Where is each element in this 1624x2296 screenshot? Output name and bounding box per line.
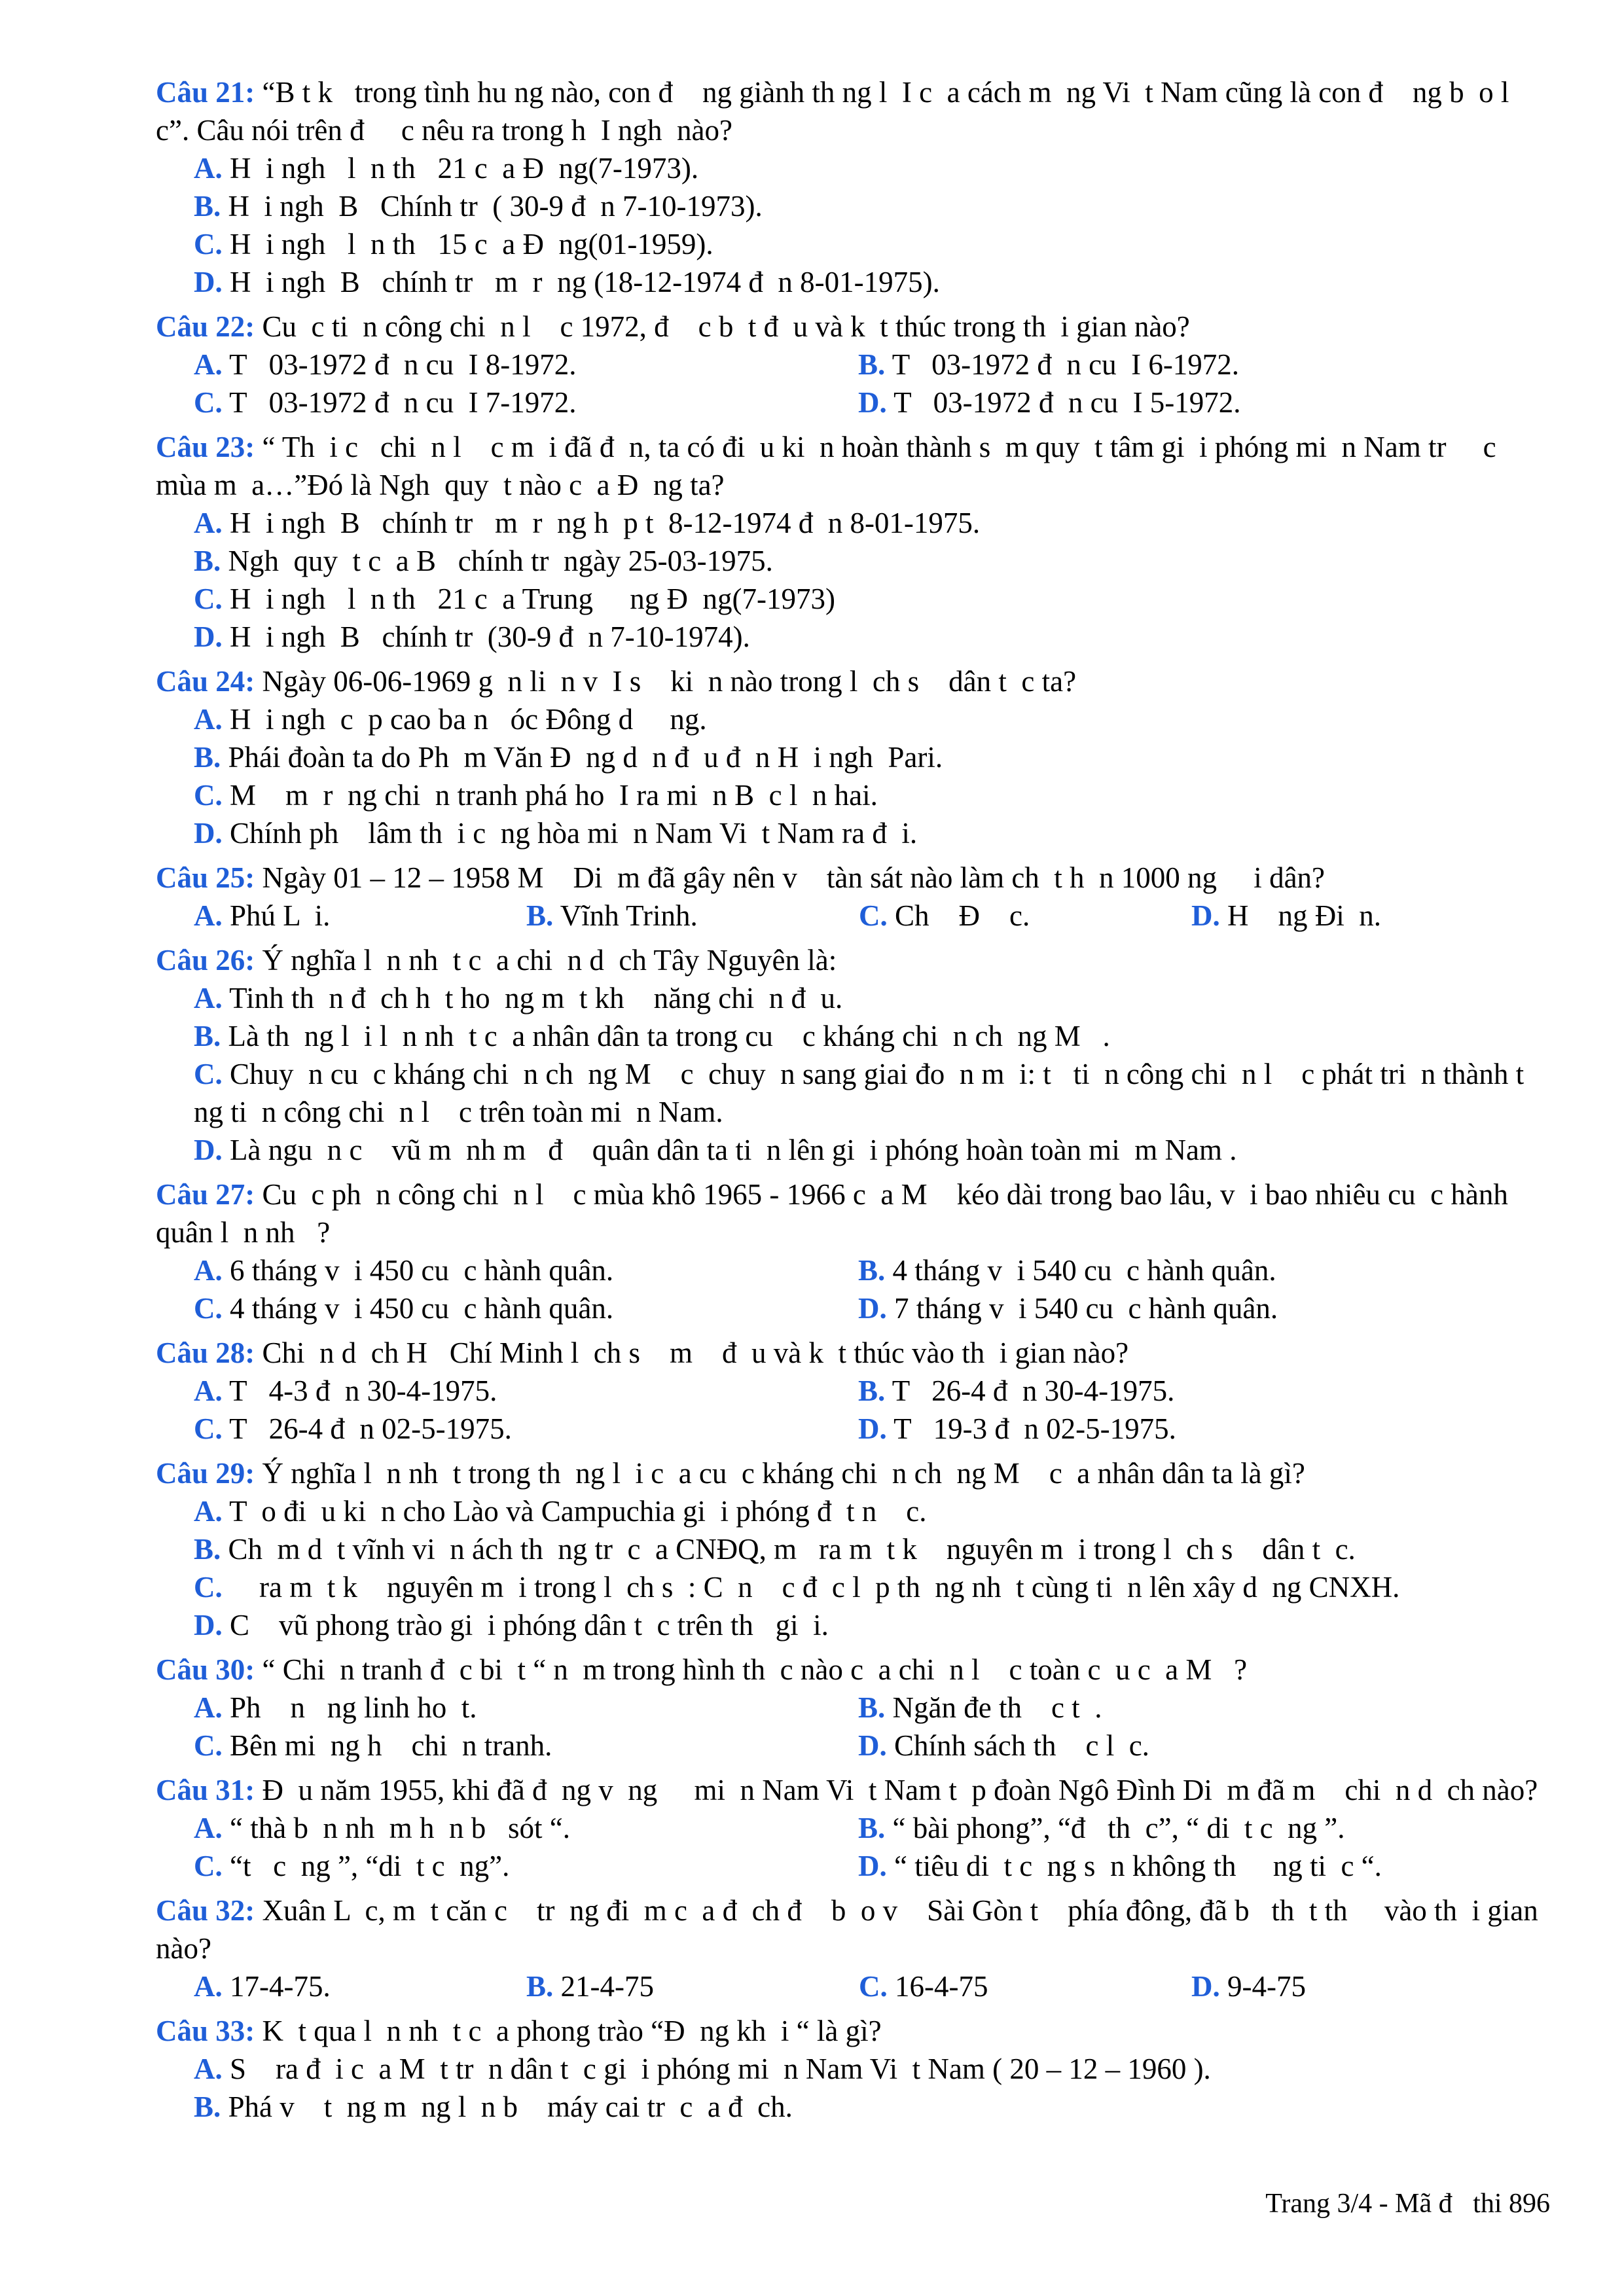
- answer-options: [156, 1372, 1549, 1448]
- option-text: 4 tháng v i 540 cu c hành quân.: [885, 1254, 1276, 1287]
- answer-option[interactable]: [858, 1251, 1549, 1289]
- question-text: Cu c ti n công chi n l c 1972, đ c b t đ u và k t thúc trong th i gian nào?: [255, 310, 1190, 343]
- option-letter: D.: [858, 1292, 887, 1325]
- option-text: H i ngh l n th 21 c a Trung ng Đ ng(7-1973): [222, 583, 835, 615]
- question-text: Xuân L c, m t căn c tr ng đi m c a đ ch đ b o v Sài Gòn t phía đông, đã b th t th vào th i gian nào?: [156, 1894, 1546, 1965]
- option-letter: D.: [858, 386, 887, 419]
- answer-option[interactable]: [858, 346, 1549, 384]
- answer-option[interactable]: [194, 700, 1549, 738]
- option-text: H i ngh B chính tr (30-9 đ n 7-10-1974).: [222, 620, 750, 653]
- question-number: Câu 23:: [156, 431, 255, 463]
- question-block: [156, 1454, 1549, 1644]
- option-text: S ra đ i c a M t tr n dân t c gi i phóng mi n Nam Vi t Nam ( 20 – 12 – 1960 ).: [222, 2053, 1211, 2085]
- option-text: Ngăn đe th c t .: [885, 1691, 1102, 1724]
- option-text: “ thà b n nh m h n b sót “.: [222, 1812, 570, 1844]
- option-letter: B.: [526, 1970, 554, 2003]
- answer-options: [156, 504, 1549, 656]
- answer-option[interactable]: [194, 738, 1549, 776]
- option-text: Phá v t ng m ng l n b máy cai tr c a đ ch.: [221, 2090, 793, 2123]
- option-letter: A.: [194, 348, 223, 381]
- question-number: Câu 27:: [156, 1178, 255, 1211]
- question-number: Câu 32:: [156, 1894, 255, 1927]
- question-block: [156, 1175, 1549, 1327]
- question-stem: [156, 1334, 1549, 1372]
- option-text: T 03-1972 đ n cu I 8-1972.: [222, 348, 577, 381]
- option-letter: D.: [1191, 1970, 1220, 2003]
- option-letter: A.: [194, 703, 223, 736]
- answer-option[interactable]: [858, 1410, 1549, 1448]
- answer-option[interactable]: [526, 1967, 859, 2005]
- option-text: Phú L i.: [222, 899, 331, 932]
- option-text: H ng Đi n.: [1219, 899, 1381, 932]
- question-block: [156, 73, 1549, 301]
- answer-option[interactable]: [194, 618, 1549, 656]
- option-text: 9-4-75: [1219, 1970, 1306, 2003]
- answer-options: [156, 1251, 1549, 1327]
- option-letter: A.: [194, 1970, 223, 2003]
- option-letter: A.: [194, 507, 223, 539]
- question-block: [156, 1651, 1549, 1765]
- option-letter: C.: [194, 386, 223, 419]
- answer-option[interactable]: [194, 1530, 1549, 1568]
- option-letter: A.: [194, 152, 223, 185]
- option-letter: A.: [194, 2053, 223, 2085]
- question-block: [156, 1771, 1549, 1885]
- option-letter: B.: [858, 1812, 886, 1844]
- question-stem: [156, 2012, 1549, 2050]
- option-letter: D.: [194, 1609, 223, 1641]
- option-letter: D.: [858, 1850, 887, 1882]
- question-stem: [156, 941, 1549, 979]
- answer-option[interactable]: [194, 1967, 526, 2005]
- option-letter: D.: [1191, 899, 1220, 932]
- option-text: T 19-3 đ n 02-5-1975.: [886, 1412, 1176, 1445]
- option-letter: B.: [858, 1374, 886, 1407]
- answer-options: [156, 149, 1549, 301]
- answer-options: [156, 979, 1549, 1169]
- option-letter: D.: [858, 1729, 887, 1762]
- answer-option[interactable]: [194, 979, 1549, 1017]
- option-letter: A.: [194, 1374, 223, 1407]
- question-text: Ý nghĩa l n nh t trong th ng l i c a cu c kháng chi n ch ng M c a nhân dân ta là gì?: [255, 1457, 1305, 1490]
- answer-option[interactable]: [194, 776, 1549, 814]
- answer-option[interactable]: [858, 1727, 1549, 1765]
- question-block: [156, 859, 1549, 935]
- answer-option[interactable]: [194, 542, 1549, 580]
- answer-options: [156, 2050, 1549, 2126]
- question-text: Cu c ph n công chi n l c mùa khô 1965 - 1966 c a M kéo dài trong bao lâu, v i bao nhiêu cu c hành quân l n nh ?: [156, 1178, 1516, 1249]
- answer-options: [156, 700, 1549, 852]
- option-text: 17-4-75.: [222, 1970, 331, 2003]
- question-number: Câu 26:: [156, 944, 255, 977]
- answer-option[interactable]: [194, 1727, 858, 1765]
- answer-option[interactable]: [194, 1847, 858, 1885]
- option-letter: C.: [194, 1058, 223, 1090]
- question-text: Ngày 06-06-1969 g n li n v I s ki n nào trong l ch s dân t c ta?: [255, 665, 1077, 698]
- question-text: Ý nghĩa l n nh t c a chi n d ch Tây Nguyên là:: [255, 944, 837, 977]
- answer-option[interactable]: [858, 1289, 1549, 1327]
- option-letter: D.: [194, 266, 223, 298]
- option-letter: D.: [194, 620, 223, 653]
- question-text: “ Chi n tranh đ c bi t “ n m trong hình th c nào c a chi n l c toàn c u c a M ?: [255, 1653, 1248, 1686]
- question-number: Câu 30:: [156, 1653, 255, 1686]
- answer-option[interactable]: [194, 1131, 1549, 1169]
- answer-option[interactable]: [194, 1410, 858, 1448]
- answer-option[interactable]: [194, 1492, 1549, 1530]
- option-letter: A.: [194, 899, 223, 932]
- answer-option[interactable]: [194, 263, 1549, 301]
- question-text: “B t k trong tình hu ng nào, con đ ng giành th ng l I c a cách m ng Vi t Nam cũng là con đ ng b o l c”. Câu nói trên đ c nêu ra trong h I ngh nào?: [156, 76, 1524, 147]
- answer-option[interactable]: [194, 1606, 1549, 1644]
- option-letter: C.: [859, 899, 888, 932]
- option-text: 21-4-75: [553, 1970, 654, 2003]
- option-text: Tinh th n đ ch h t ho ng m t kh năng chi n đ u.: [222, 982, 843, 1014]
- option-letter: A.: [194, 1812, 223, 1844]
- answer-option[interactable]: [1191, 897, 1549, 935]
- answer-option[interactable]: [194, 814, 1549, 852]
- option-text: T 03-1972 đ n cu I 5-1972.: [886, 386, 1241, 419]
- option-letter: A.: [194, 1691, 223, 1724]
- option-text: 4 tháng v i 450 cu c hành quân.: [222, 1292, 614, 1325]
- option-letter: D.: [194, 1134, 223, 1166]
- answer-option[interactable]: [194, 1372, 858, 1410]
- option-text: Chính ph lâm th i c ng hòa mi n Nam Vi t Nam ra đ i.: [222, 817, 918, 850]
- answer-option[interactable]: [194, 1251, 858, 1289]
- option-text: H i ngh l n th 21 c a Đ ng(7-1973).: [222, 152, 699, 185]
- answer-option[interactable]: [194, 1055, 1549, 1131]
- option-text: Chuy n cu c kháng chi n ch ng M c chuy n sang giai đo n m i: t ti n công chi n l c phát tri n thành t ng ti n công chi n l c trên toàn mi n Nam.: [194, 1058, 1539, 1128]
- answer-option[interactable]: [859, 897, 1191, 935]
- answer-option[interactable]: [526, 897, 859, 935]
- option-text: T 03-1972 đ n cu I 7-1972.: [222, 386, 577, 419]
- answer-option[interactable]: [194, 897, 526, 935]
- answer-options: [156, 897, 1549, 935]
- option-text: Phái đoàn ta do Ph m Văn Đ ng d n đ u đ n H i ngh Pari.: [221, 741, 943, 774]
- option-letter: B.: [194, 741, 221, 774]
- option-text: T o đi u ki n cho Lào và Campuchia gi i phóng đ t n c.: [222, 1495, 927, 1528]
- answer-option[interactable]: [194, 1017, 1549, 1055]
- question-stem: [156, 428, 1549, 504]
- question-block: [156, 2012, 1549, 2126]
- answer-option[interactable]: [858, 1847, 1549, 1885]
- option-letter: D.: [858, 1412, 887, 1445]
- option-letter: C.: [194, 779, 223, 812]
- answer-option[interactable]: [859, 1967, 1191, 2005]
- question-number: Câu 22:: [156, 310, 255, 343]
- answer-option[interactable]: [194, 187, 1549, 225]
- option-text: 16-4-75: [887, 1970, 988, 2003]
- page-footer: Trang 3/4 - Mã đ thi 896: [1265, 2189, 1550, 2219]
- option-letter: B.: [858, 1691, 886, 1724]
- answer-option[interactable]: [194, 149, 1549, 187]
- question-number: Câu 25:: [156, 861, 255, 894]
- question-text: Đ u năm 1955, khi đã đ ng v ng mi n Nam Vi t Nam t p đoàn Ngô Đình Di m đã m chi n d ch nào?: [255, 1774, 1538, 1806]
- answer-option[interactable]: [194, 1809, 858, 1847]
- answer-option[interactable]: [858, 1809, 1549, 1847]
- option-text: H i ngh B chính tr m r ng (18-12-1974 đ n 8-01-1975).: [222, 266, 940, 298]
- answer-option[interactable]: [194, 1689, 858, 1727]
- answer-option[interactable]: [858, 1689, 1549, 1727]
- option-text: 7 tháng v i 540 cu c hành quân.: [886, 1292, 1278, 1325]
- option-letter: C.: [194, 1412, 223, 1445]
- answer-options: [156, 1809, 1549, 1885]
- option-letter: C.: [194, 1729, 223, 1762]
- question-stem: [156, 308, 1549, 346]
- question-text: “ Th i c chi n l c m i đã đ n, ta có đi u ki n hoàn thành s m quy t tâm gi i phóng mi n Nam tr c mùa m a…”Đó là Ngh quy t nào c a Đ ng ta?: [156, 431, 1504, 501]
- question-number: Câu 28:: [156, 1336, 255, 1369]
- question-stem: [156, 1771, 1549, 1809]
- question-number: Câu 24:: [156, 665, 255, 698]
- option-text: Chính sách th c l c.: [886, 1729, 1149, 1762]
- question-block: [156, 1892, 1549, 2005]
- question-block: [156, 662, 1549, 852]
- option-letter: C.: [194, 1850, 223, 1882]
- option-text: Là th ng l i l n nh t c a nhân dân ta trong cu c kháng chi n ch ng M .: [221, 1020, 1110, 1052]
- option-text: T 4-3 đ n 30-4-1975.: [222, 1374, 497, 1407]
- answer-option[interactable]: [194, 1289, 858, 1327]
- option-text: Ngh quy t c a B chính tr ngày 25-03-1975.: [221, 545, 773, 577]
- option-text: Ph n ng linh ho t.: [222, 1691, 477, 1724]
- question-number: Câu 33:: [156, 2015, 255, 2047]
- option-letter: A.: [194, 982, 223, 1014]
- option-text: H i ngh B Chính tr ( 30-9 đ n 7-10-1973).: [221, 190, 763, 223]
- question-block: [156, 308, 1549, 422]
- option-letter: B.: [194, 190, 221, 223]
- question-number: Câu 29:: [156, 1457, 255, 1490]
- option-text: Là ngu n c vũ m nh m đ quân dân ta ti n lên gi i phóng hoàn toàn mi m Nam .: [222, 1134, 1237, 1166]
- question-stem: [156, 1175, 1549, 1251]
- question-stem: [156, 1651, 1549, 1689]
- answer-option[interactable]: [194, 1568, 1549, 1606]
- option-text: T 26-4 đ n 30-4-1975.: [885, 1374, 1175, 1407]
- option-text: M m r ng chi n tranh phá ho I ra mi n B c l n hai.: [222, 779, 878, 812]
- answer-options: [156, 1689, 1549, 1765]
- option-letter: B.: [194, 1533, 221, 1566]
- option-text: “ bài phong”, “đ th c”, “ di t c ng ”.: [885, 1812, 1345, 1844]
- option-letter: A.: [194, 1254, 223, 1287]
- question-number: Câu 21:: [156, 76, 255, 109]
- option-letter: B.: [858, 348, 886, 381]
- option-text: Ch Đ c.: [887, 899, 1030, 932]
- answer-option[interactable]: [194, 2088, 1549, 2126]
- option-letter: C.: [194, 1571, 223, 1604]
- question-block: [156, 428, 1549, 656]
- option-text: H i ngh c p cao ba n óc Đông d ng.: [222, 703, 707, 736]
- question-text: K t qua l n nh t c a phong trào “Đ ng kh i “ là gì?: [255, 2015, 882, 2047]
- option-text: ra m t k nguyên m i trong l ch s : C n c đ c l p th ng nh t cùng ti n lên xây d ng CNXH.: [222, 1571, 1400, 1604]
- option-text: T 26-4 đ n 02-5-1975.: [222, 1412, 512, 1445]
- question-number: Câu 31:: [156, 1774, 255, 1806]
- question-text: Chi n d ch H Chí Minh l ch s m đ u và k t thúc vào th i gian nào?: [255, 1336, 1129, 1369]
- option-text: Ch m d t vĩnh vi n ách th ng tr c a CNĐQ, m ra m t k nguyên m i trong l ch s dân t c.: [221, 1533, 1356, 1566]
- option-letter: C.: [194, 228, 223, 260]
- option-text: Bên mi ng h chi n tranh.: [222, 1729, 552, 1762]
- answer-option[interactable]: [194, 384, 858, 422]
- option-text: 6 tháng v i 450 cu c hành quân.: [222, 1254, 614, 1287]
- question-stem: [156, 73, 1549, 149]
- answer-option[interactable]: [194, 225, 1549, 263]
- answer-option[interactable]: [194, 346, 858, 384]
- answer-option[interactable]: [858, 1372, 1549, 1410]
- option-letter: B.: [194, 545, 221, 577]
- option-letter: B.: [858, 1254, 886, 1287]
- option-text: H i ngh l n th 15 c a Đ ng(01-1959).: [222, 228, 713, 260]
- answer-option[interactable]: [858, 384, 1549, 422]
- option-text: C vũ phong trào gi i phóng dân t c trên th gi i.: [222, 1609, 829, 1641]
- question-stem: [156, 1892, 1549, 1967]
- question-stem: [156, 1454, 1549, 1492]
- question-block: [156, 941, 1549, 1169]
- answer-options: [156, 1492, 1549, 1644]
- answer-option[interactable]: [194, 580, 1549, 618]
- option-letter: C.: [859, 1970, 888, 2003]
- option-text: “ tiêu di t c ng s n không th ng ti c “.: [886, 1850, 1382, 1882]
- option-letter: B.: [194, 1020, 221, 1052]
- question-stem: [156, 859, 1549, 897]
- option-letter: C.: [194, 1292, 223, 1325]
- option-text: T 03-1972 đ n cu I 6-1972.: [885, 348, 1240, 381]
- answer-option[interactable]: [1191, 1967, 1549, 2005]
- answer-option[interactable]: [194, 504, 1549, 542]
- answer-options: [156, 346, 1549, 422]
- option-letter: D.: [194, 817, 223, 850]
- question-text: Ngày 01 – 12 – 1958 M Di m đã gây nên v tàn sát nào làm ch t h n 1000 ng i dân?: [255, 861, 1326, 894]
- option-letter: C.: [194, 583, 223, 615]
- option-letter: B.: [194, 2090, 221, 2123]
- option-letter: B.: [526, 899, 554, 932]
- question-list: [156, 73, 1549, 2132]
- question-block: [156, 1334, 1549, 1448]
- option-text: “t c ng ”, “di t c ng”.: [222, 1850, 510, 1882]
- answer-option[interactable]: [194, 2050, 1549, 2088]
- option-text: Vĩnh Trinh.: [553, 899, 698, 932]
- option-letter: A.: [194, 1495, 223, 1528]
- answer-options: [156, 1967, 1549, 2005]
- question-stem: [156, 662, 1549, 700]
- option-text: H i ngh B chính tr m r ng h p t 8-12-1974 đ n 8-01-1975.: [222, 507, 981, 539]
